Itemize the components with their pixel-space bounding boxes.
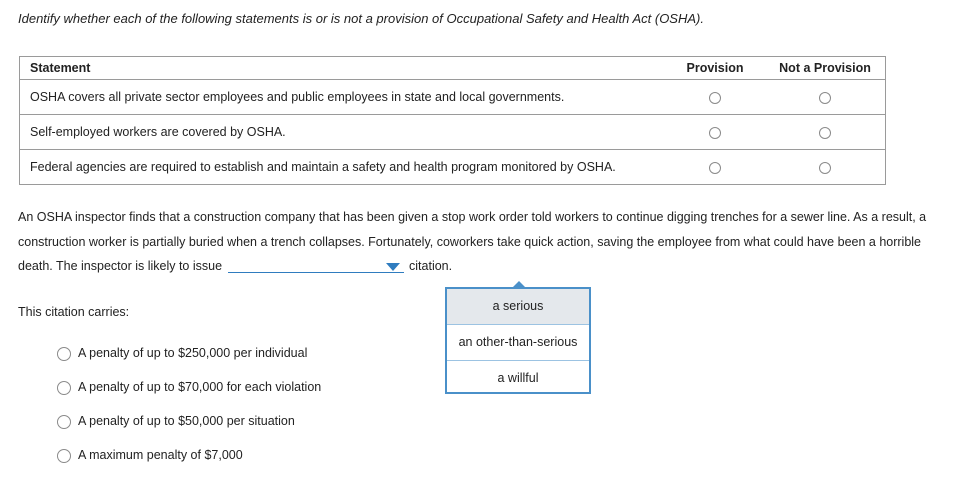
table-row: [20, 115, 886, 150]
table-row: [20, 150, 886, 185]
not-provision-radio[interactable]: [819, 162, 831, 174]
statement-text: Self-employed workers are covered by OSHA.: [20, 115, 666, 150]
choice-item[interactable]: [57, 448, 321, 482]
not-provision-cell: [765, 80, 886, 115]
provision-table: [19, 56, 886, 185]
table-row: [20, 80, 886, 115]
citation-choices: [57, 346, 321, 482]
header-provision: Provision: [665, 57, 765, 80]
choice-label: A penalty of up to $50,000 per situation: [78, 414, 295, 428]
provision-cell: [665, 115, 765, 150]
scenario-text: An OSHA inspector finds that a construction company that has been given a stop work order told workers to continue digging trenches for a sewer line. As a result, a construction worker is partially buried when a trench collapses. Fortunately, coworkers take quick action, saving the employee from what could have been a horrible death. The inspector is likely to issue: [18, 210, 927, 273]
instructions: Identify whether each of the following statements is or is not a provision of Occupational Safety and Health Act (OSHA).: [18, 11, 704, 26]
chevron-down-icon[interactable]: [386, 263, 400, 271]
choice-label: A penalty of up to $250,000 per individual: [78, 346, 308, 360]
dropdown-option-other-than-serious[interactable]: an other-than-serious: [447, 325, 589, 361]
citation-type-select[interactable]: [228, 258, 404, 273]
header-not-provision: Not a Provision: [765, 57, 886, 80]
choice-item[interactable]: [57, 380, 321, 414]
choice-radio[interactable]: [57, 381, 71, 395]
choice-label: A maximum penalty of $7,000: [78, 448, 243, 462]
provision-radio[interactable]: [709, 127, 721, 139]
statement-text: OSHA covers all private sector employees and public employees in state and local governments.: [20, 80, 666, 115]
provision-radio[interactable]: [709, 162, 721, 174]
choice-item[interactable]: [57, 346, 321, 380]
choice-label: A penalty of up to $70,000 for each violation: [78, 380, 322, 394]
header-statement: Statement: [20, 57, 666, 80]
choice-item[interactable]: [57, 414, 321, 448]
dropdown-option-serious[interactable]: a serious: [447, 289, 589, 325]
citation-type-dropdown-menu: [445, 287, 591, 394]
citation-prompt: This citation carries:: [18, 305, 130, 319]
provision-radio[interactable]: [709, 92, 721, 104]
choice-radio[interactable]: [57, 347, 71, 361]
dropdown-option-willful[interactable]: a willful: [497, 371, 539, 385]
scenario-text-end: citation.: [409, 259, 453, 273]
choice-radio[interactable]: [57, 449, 71, 463]
not-provision-cell: [765, 115, 886, 150]
provision-cell: [665, 150, 765, 185]
scenario-paragraph: [18, 205, 938, 279]
not-provision-radio[interactable]: [819, 92, 831, 104]
not-provision-radio[interactable]: [819, 127, 831, 139]
provision-cell: [665, 80, 765, 115]
not-provision-cell: [765, 150, 886, 185]
table-header-row: [20, 57, 886, 80]
choice-radio[interactable]: [57, 415, 71, 429]
statement-text: Federal agencies are required to establish and maintain a safety and health program monitored by OSHA.: [20, 150, 666, 185]
